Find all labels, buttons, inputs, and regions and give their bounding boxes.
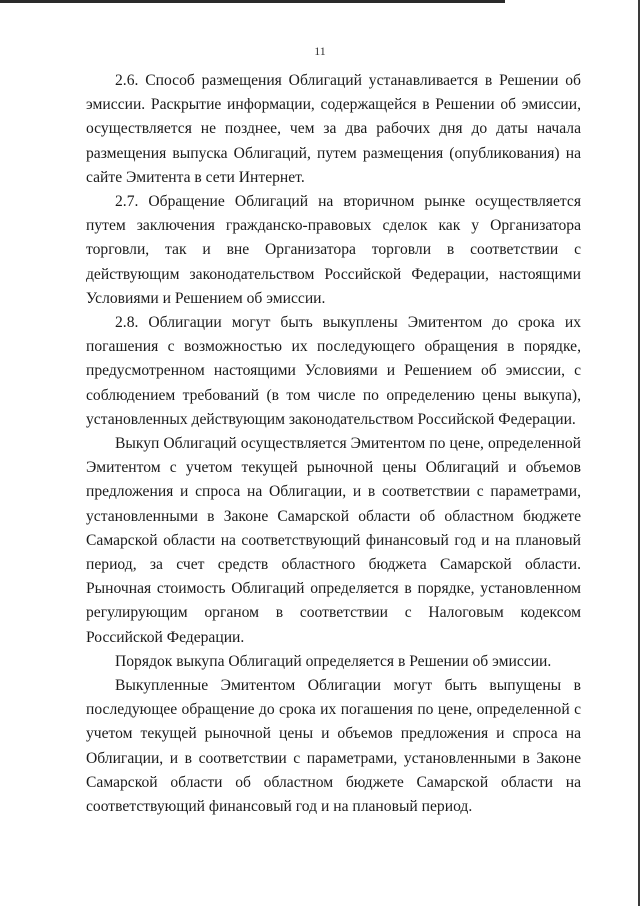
scan-edge-top	[0, 0, 505, 3]
paragraph-buyback-procedure: Порядок выкупа Облигаций определяется в Решении об эмиссии.	[115, 652, 552, 670]
paragraph-buyback-price: Выкуп Облигаций осуществляется Эмитентом по цене, определенной Эмитентом с учетом текущей рыночной цены Облигаций и объемов предложения и спроса на Облигации, и в соответствии с параметрами, установленными в Законе Самарской области об областном бюджете Самарской области на соответствующий финансовый год и на плановый период, за счет средств областного бюджета Самарской области. Рыночная стоимость Облигаций определяется в порядке, установленном регулирующим органом в соответствии с Налоговым кодексом Российской Федерации.	[86, 435, 581, 646]
paragraph-2-8: 2.8. Облигации могут быть выкуплены Эмитентом до срока их погашения с возможностью их последующего обращения в порядке, предусмотренном настоящими Условиями и Решением об эмиссии, с соблюдением требований (в том числе по определению цены выкупа), установленных действующим законодательством Российской Федерации.	[86, 314, 581, 428]
paragraph-2-6: 2.6. Способ размещения Облигаций устанавливается в Решении об эмиссии. Раскрытие информации, содержащейся в Решении об эмиссии, осуществляется не позднее, чем за два рабочих дня до даты начала размещения выпуска Облигаций, путем размещения (опубликования) на сайте Эмитента в сети Интернет.	[86, 72, 581, 186]
paragraph-reissue: Выкупленные Эмитентом Облигации могут быть выпущены в последующее обращение до срока их погашения по цене, определенной с учетом текущей рыночной цены и объемов предложения и спроса на Облигации, и в соответствии с параметрами, установленными в Законе Самарской области об областном бюджете Самарской области на соответствующий финансовый год и на плановый период.	[86, 677, 581, 816]
paragraph-2-7: 2.7. Обращение Облигаций на вторичном рынке осуществляется путем заключения гражданско-правовых сделок как у Организатора торговли, так и вне Организатора торговли в соответствии с действующим законодательством Российской Федерации, настоящими Условиями и Решением об эмиссии.	[86, 193, 581, 307]
page-number: 11	[314, 44, 326, 58]
document-body	[86, 69, 581, 819]
